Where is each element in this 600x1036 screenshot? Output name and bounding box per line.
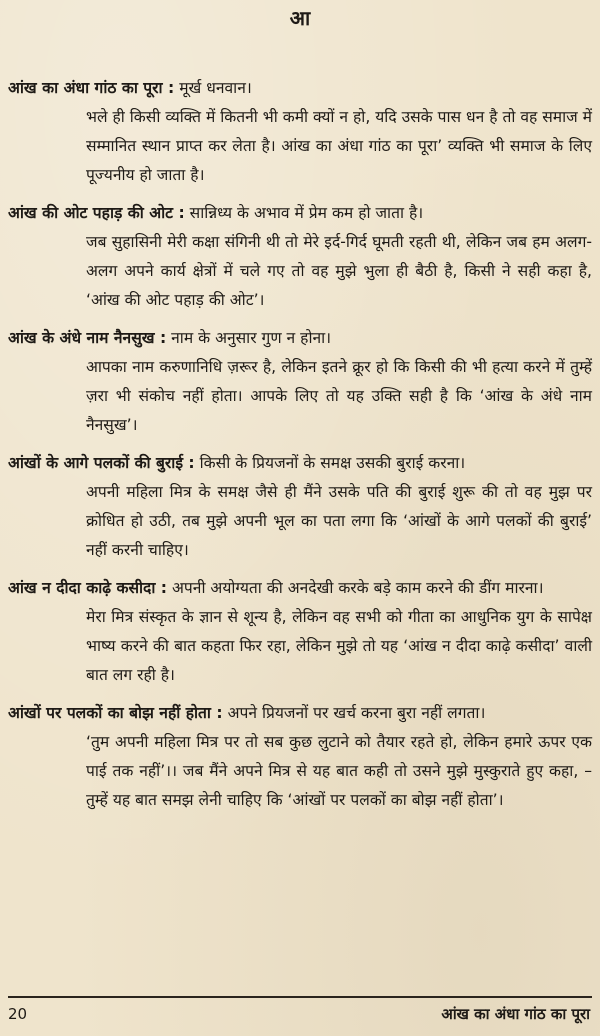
idiom-entry <box>8 199 592 315</box>
idiom-headline <box>8 449 592 478</box>
idiom-entry <box>8 449 592 565</box>
idiom-entry <box>8 324 592 440</box>
running-title: आंख का अंधा गांठ का पूरा <box>441 1005 590 1023</box>
idiom-meaning: नाम के अनुसार गुण न होना। <box>171 329 332 347</box>
idiom-meaning: किसी के प्रियजनों के समक्ष उसकी बुराई करना। <box>199 454 466 472</box>
idiom-example: मेरा मित्र संस्कृत के ज्ञान से शून्य है, लेकिन वह सभी को गीता का आधुनिक युग के सापेक्ष भाष्य करने की बात कहता फिर रहा, लेकिन मुझे तो यह ‘आंख न दीदा काढ़े कसीदा’ वाली बात लग रही है। <box>86 608 592 684</box>
idiom-meaning: सान्निध्य के अभाव में प्रेम कम हो जाता है। <box>189 204 424 222</box>
idiom-meaning: अपनी अयोग्यता की अनदेखी करके बड़े काम करने की डींग मारना। <box>172 579 544 597</box>
idiom-phrase: आंख न दीदा काढ़े कसीदा : <box>8 579 168 597</box>
idiom-phrase: आंख का अंधा गांठ का पूरा : <box>8 79 175 97</box>
idiom-entry <box>8 699 592 815</box>
idiom-phrase: आंखों पर पलकों का बोझ नहीं होता : <box>8 704 223 722</box>
idiom-headline <box>8 74 592 103</box>
idiom-list <box>8 74 592 824</box>
idiom-headline <box>8 574 592 603</box>
idiom-example: जब सुहासिनी मेरी कक्षा संगिनी थी तो मेरे इर्द-गिर्द घूमती रहती थी, लेकिन जब हम अलग-अलग अपने कार्य क्षेत्रों में चले गए तो वह मुझे भुला ही बैठी है, किसी ने सही कहा है, ‘आंख की ओट पहाड़ की ओट’। <box>86 233 592 309</box>
idiom-entry <box>8 74 592 190</box>
idiom-example: अपनी महिला मित्र के समक्ष जैसे ही मैंने उसके पति की बुराई शुरू की तो वह मुझ पर क्रोधित हो उठी, तब मुझे अपनी भूल का पता लगा कि ‘आंखों के आगे पलकों की बुराई’ नहीं करनी चाहिए। <box>86 483 592 559</box>
idiom-example: भले ही किसी व्यक्ति में कितनी भी कमी क्यों न हो, यदि उसके पास धन है तो वह समाज में सम्मानित स्थान प्राप्त कर लेता है। आंख का अंधा गांठ का पूरा’ व्यक्ति भी समाज के लिए पूज्यनीय हो जाता है। <box>86 108 592 184</box>
idiom-headline <box>8 199 592 228</box>
idiom-example: ‘तुम अपनी महिला मित्र पर तो सब कुछ लुटाने को तैयार रहते हो, लेकिन हमारे ऊपर एक पाई तक नहीं’।। जब मैंने अपने मित्र से यह बात कही तो उसने मुझे मुस्कुराते हुए कहा, – तुम्हें यह बात समझ लेनी चाहिए कि ‘आंखों पर पलकों का बोझ नहीं होता’। <box>86 733 592 809</box>
idiom-headline <box>8 324 592 353</box>
idiom-phrase: आंखों के आगे पलकों की बुराई : <box>8 454 195 472</box>
idiom-phrase: आंख के अंधे नाम नैनसुख : <box>8 329 167 347</box>
idiom-headline <box>8 699 592 728</box>
section-heading: आ <box>289 6 311 30</box>
idiom-example: आपका नाम करुणानिधि ज़रूर है, लेकिन इतने क्रूर हो कि किसी की भी हत्या करने में तुम्हें ज़रा भी संकोच नहीं होता। आपके लिए तो यह उक्ति सही है कि ‘आंख के अंधे नाम नैनसुख’। <box>86 358 592 434</box>
idiom-meaning: मूर्ख धनवान। <box>179 79 252 97</box>
idiom-meaning: अपने प्रियजनों पर खर्च करना बुरा नहीं लगता। <box>227 704 486 722</box>
footer-divider <box>8 996 592 998</box>
idiom-phrase: आंख की ओट पहाड़ की ओट : <box>8 204 185 222</box>
page-number: 20 <box>8 1005 28 1023</box>
idiom-entry <box>8 574 592 690</box>
